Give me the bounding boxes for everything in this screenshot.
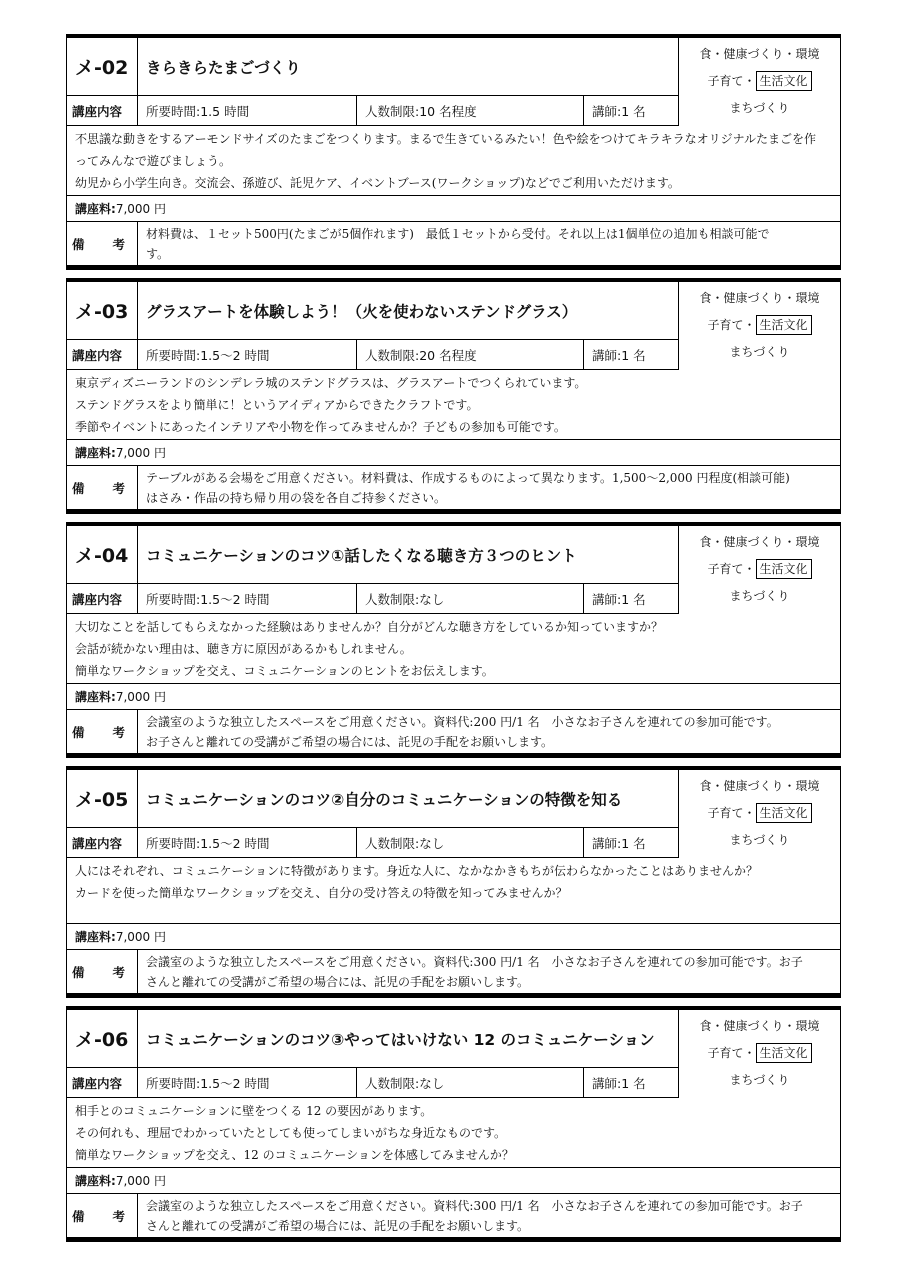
category-line-3: まちづくり — [729, 589, 790, 603]
course-code: メ-04 — [67, 526, 138, 583]
note-line: さんと離れての受講がご希望の場合には、託児の手配をお願いします。 — [146, 975, 530, 989]
note-line: はさみ・作品の持ち帰り用の袋を各自ご持参ください。 — [146, 491, 447, 505]
card-spacer — [66, 758, 841, 766]
category-line-2 — [679, 800, 840, 827]
fee-label: 講座料: — [75, 930, 116, 944]
description — [67, 1098, 840, 1167]
note — [138, 1194, 840, 1237]
capacity-label: 人数制限: — [365, 591, 420, 607]
card-spacer — [66, 998, 841, 1006]
fee-label: 講座料: — [75, 202, 116, 216]
course-card — [66, 34, 841, 270]
category-parenting: 子育て・ — [707, 562, 756, 576]
duration-value: 1.5〜2 時間 — [200, 347, 270, 363]
capacity-label: 人数制限: — [365, 1075, 420, 1091]
category-box — [678, 282, 840, 370]
capacity — [357, 340, 584, 369]
category-line-2 — [679, 1040, 840, 1067]
description — [67, 858, 840, 923]
fee-label: 講座料: — [75, 690, 116, 704]
note-label — [67, 466, 138, 509]
capacity — [357, 828, 584, 857]
description — [67, 370, 840, 439]
duration — [138, 584, 357, 613]
category-parenting: 子育て・ — [707, 74, 756, 88]
description-line: 東京ディズニーランドのシンデレラ城のステンドグラスは、グラスアートでつくられています。 — [75, 376, 587, 390]
capacity — [357, 96, 584, 125]
course-title: コミュニケーションのコツ②自分のコミュニケーションの特徴を知る — [146, 790, 623, 809]
course-card — [66, 278, 841, 514]
instructor-label: 講師: — [592, 591, 622, 607]
description-line — [75, 904, 832, 926]
description-row — [67, 126, 840, 196]
instructor-label: 講師: — [592, 835, 622, 851]
category-line-3: まちづくり — [729, 833, 790, 847]
note-label-char-2: 考 — [112, 480, 125, 496]
category-box — [678, 770, 840, 858]
category-box — [678, 38, 840, 126]
description-line: 相手とのコミュニケーションに壁をつくる 12 の要因があります。 — [75, 1104, 433, 1118]
capacity-label: 人数制限: — [365, 103, 420, 119]
category-selected-life-culture: 生活文化 — [756, 803, 812, 823]
category-box — [678, 526, 840, 614]
category-line-1: 食・健康づくり・環境 — [699, 779, 820, 793]
category-line-3: まちづくり — [729, 1073, 790, 1087]
category-line-1: 食・健康づくり・環境 — [699, 47, 820, 61]
fee — [67, 924, 840, 949]
note-label-char-1: 備 — [72, 1208, 85, 1224]
instructor — [584, 1068, 680, 1097]
capacity-value: 10 名程度 — [419, 103, 477, 119]
note-row — [67, 466, 840, 510]
instructor-label: 講師: — [592, 1075, 622, 1091]
duration-label: 所要時間: — [146, 347, 201, 363]
note-line: テーブルがある会場をご用意ください。材料費は、作成するものによって異なります。1,500〜2,000 円程度(相談可能) — [146, 471, 790, 485]
category-selected-life-culture: 生活文化 — [756, 315, 812, 335]
note-line: 会議室のような独立したスペースをご用意ください。資料代:200 円/1 名 小さなお子さんを連れての参加可能です。 — [146, 715, 779, 729]
course-code: メ-06 — [67, 1010, 138, 1067]
description-line: ステンドグラスをより簡単に！というアイディアからできたクラフトです。 — [75, 398, 479, 412]
description-line: 不思議な動きをするアーモンドサイズのたまごをつくります。まるで生きているみたい！色や絵をつけてキラキラなオリジナルたまごを作 — [75, 132, 817, 146]
description-line: ってみんなで遊びましょう。 — [75, 154, 232, 168]
fee — [67, 440, 840, 465]
category-parenting: 子育て・ — [707, 1046, 756, 1060]
course-list — [66, 34, 841, 1242]
note — [138, 710, 840, 753]
duration-value: 1.5〜2 時間 — [200, 835, 270, 851]
category-line-1: 食・健康づくり・環境 — [699, 291, 820, 305]
capacity — [357, 1068, 584, 1097]
fee-value: 7,000 円 — [115, 930, 166, 944]
note-line: さんと離れての受講がご希望の場合には、託児の手配をお願いします。 — [146, 1219, 530, 1233]
course-title: コミュニケーションのコツ③やってはいけない 12 のコミュニケーション — [146, 1030, 655, 1049]
description-line: 季節やイベントにあったインテリアや小物を作ってみませんか？子どもの参加も可能です。 — [75, 420, 566, 434]
category-parenting: 子育て・ — [707, 318, 756, 332]
course-title: きらきらたまごづくり — [146, 58, 301, 77]
description-row — [67, 370, 840, 440]
course-code: メ-03 — [67, 282, 138, 339]
description-line: 簡単なワークショップを交え、12 のコミュニケーションを体感してみませんか？ — [75, 1148, 514, 1162]
note-line: す。 — [146, 247, 170, 261]
note-label-char-2: 考 — [112, 1208, 125, 1224]
description-row — [67, 614, 840, 684]
instructor-value: 1 名 — [621, 591, 646, 607]
course-code: メ-05 — [67, 770, 138, 827]
note — [138, 950, 840, 993]
instructor — [584, 96, 680, 125]
duration — [138, 1068, 357, 1097]
note-line: 会議室のような独立したスペースをご用意ください。資料代:300 円/1 名 小さなお子さんを連れての参加可能です。お子 — [146, 955, 803, 969]
capacity-label: 人数制限: — [365, 347, 420, 363]
note-label-char-1: 備 — [72, 236, 85, 252]
course-title: グラスアートを体験しよう！（火を使わないステンドグラス） — [146, 302, 578, 321]
note-label — [67, 710, 138, 753]
instructor-value: 1 名 — [621, 103, 646, 119]
duration-label: 所要時間: — [146, 591, 201, 607]
category-box — [678, 1010, 840, 1098]
category-selected-life-culture: 生活文化 — [756, 1043, 812, 1063]
note-label — [67, 1194, 138, 1237]
fee-label: 講座料: — [75, 446, 116, 460]
category-selected-life-culture: 生活文化 — [756, 71, 812, 91]
note-label-char-1: 備 — [72, 724, 85, 740]
fee-value: 7,000 円 — [115, 690, 166, 704]
note — [138, 222, 840, 265]
duration-label: 所要時間: — [146, 103, 201, 119]
fee-label: 講座料: — [75, 1174, 116, 1188]
instructor-value: 1 名 — [621, 1075, 646, 1091]
description-row — [67, 1098, 840, 1168]
note-row — [67, 1194, 840, 1238]
duration-value: 1.5〜2 時間 — [200, 591, 270, 607]
course-code: メ-02 — [67, 38, 138, 95]
description-line: カードを使った簡単なワークショップを交え、自分の受け答えの特徴を知ってみませんか？ — [75, 886, 568, 900]
note-label-char-2: 考 — [112, 724, 125, 740]
content-label: 講座内容 — [67, 96, 138, 125]
description-line: その何れも、理屈でわかっていたとしても使ってしまいがちな身近なものです。 — [75, 1126, 507, 1140]
instructor-label: 講師: — [592, 347, 622, 363]
note-row — [67, 222, 840, 266]
category-line-2 — [679, 556, 840, 583]
capacity-label: 人数制限: — [365, 835, 420, 851]
duration-label: 所要時間: — [146, 1075, 201, 1091]
note-label — [67, 950, 138, 993]
instructor-value: 1 名 — [621, 347, 646, 363]
note-row — [67, 710, 840, 754]
capacity-value: 20 名程度 — [419, 347, 477, 363]
course-card — [66, 766, 841, 998]
note-row — [67, 950, 840, 994]
duration-label: 所要時間: — [146, 835, 201, 851]
capacity-value: なし — [419, 591, 445, 607]
description-line: 幼児から小学生向き。交流会、孫遊び、託児ケア、イベントブース(ワークショップ)などでご利用いただけます。 — [75, 176, 680, 190]
content-label: 講座内容 — [67, 828, 138, 857]
fee — [67, 684, 840, 709]
description-row — [67, 858, 840, 924]
note-label-char-2: 考 — [112, 964, 125, 980]
instructor-label: 講師: — [592, 103, 622, 119]
category-selected-life-culture: 生活文化 — [756, 559, 812, 579]
course-title: コミュニケーションのコツ①話したくなる聴き方３つのヒント — [146, 546, 577, 565]
note — [138, 466, 840, 509]
capacity-value: なし — [419, 835, 445, 851]
category-line-1: 食・健康づくり・環境 — [699, 535, 820, 549]
category-parenting: 子育て・ — [707, 806, 756, 820]
description — [67, 614, 840, 683]
content-label: 講座内容 — [67, 1068, 138, 1097]
instructor — [584, 828, 680, 857]
instructor — [584, 584, 680, 613]
content-label: 講座内容 — [67, 584, 138, 613]
fee-value: 7,000 円 — [115, 202, 166, 216]
description-line: 簡単なワークショップを交え、コミュニケーションのヒントをお伝えします。 — [75, 664, 494, 678]
category-line-2 — [679, 312, 840, 339]
note-line: 会議室のような独立したスペースをご用意ください。資料代:300 円/1 名 小さなお子さんを連れての参加可能です。お子 — [146, 1199, 803, 1213]
note-label-char-1: 備 — [72, 480, 85, 496]
instructor-value: 1 名 — [621, 835, 646, 851]
card-spacer — [66, 514, 841, 522]
duration — [138, 828, 357, 857]
fee-value: 7,000 円 — [115, 1174, 166, 1188]
content-label: 講座内容 — [67, 340, 138, 369]
duration-value: 1.5〜2 時間 — [200, 1075, 270, 1091]
description — [67, 126, 840, 195]
fee-value: 7,000 円 — [115, 446, 166, 460]
note-label — [67, 222, 138, 265]
course-card — [66, 522, 841, 758]
fee — [67, 196, 840, 221]
instructor — [584, 340, 680, 369]
duration — [138, 340, 357, 369]
category-line-3: まちづくり — [729, 345, 790, 359]
fee — [67, 1168, 840, 1193]
course-card — [66, 1006, 841, 1242]
description-line: 人にはそれぞれ、コミュニケーションに特徴があります。身近な人に、なかなかきもちが伝わらなかったことはありませんか？ — [75, 864, 759, 878]
description-line: 会話が続かない理由は、聴き方に原因があるかもしれません。 — [75, 642, 412, 656]
note-line: お子さんと離れての受講がご希望の場合には、託児の手配をお願いします。 — [146, 735, 554, 749]
note-label-char-1: 備 — [72, 964, 85, 980]
note-label-char-2: 考 — [112, 236, 125, 252]
duration — [138, 96, 357, 125]
card-spacer — [66, 270, 841, 278]
capacity — [357, 584, 584, 613]
capacity-value: なし — [419, 1075, 445, 1091]
category-line-3: まちづくり — [729, 101, 790, 115]
note-line: 材料費は、１セット500円(たまごが5個作れます) 最低１セットから受付。それ以上は1個単位の追加も相談可能で — [146, 227, 770, 241]
category-line-1: 食・健康づくり・環境 — [699, 1019, 820, 1033]
category-line-2 — [679, 68, 840, 95]
duration-value: 1.5 時間 — [200, 103, 250, 119]
description-line: 大切なことを話してもらえなかった経験はありませんか？自分がどんな聴き方をしているか知っていますか？ — [75, 620, 664, 634]
